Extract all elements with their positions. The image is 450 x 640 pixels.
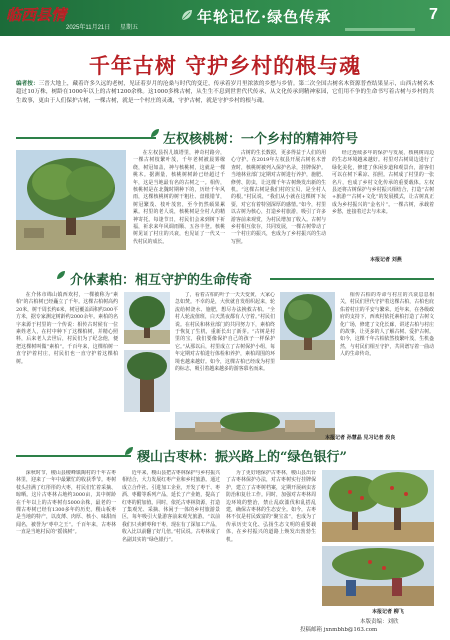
leaf-icon [56,270,66,280]
issue-weekday: 星期五 [120,25,139,31]
section-walnut-col3: 经过连续多年的保护与发展，核桃树周边的生态环境越来越好。村里对古树周边进行了绿化美化，修建了休闲步道和观景台，游客们可以在树下乘凉、拍照。古树成了村里的一张名片，也成了乡村文化传承的重要载体。左权县还将古树保护与乡村振兴相结合，打造“古树+旅游”“古树+文化”的发展模式，让古树真正成为乡村振兴的“金名片”。一棵古树，承载着乡愁，连接着过去与未来。 [332,150,434,216]
section-walnut-col2: 古树的生长数据，更多得益于人们的用心守护。在2019年左权县开展古树名木普查时，核桃树被列入保护名录，挂牌保护。当地林业部门定期对古树进行养护，施肥、修剪、防虫，让这棵千年古树焕发出新的生机。“这棵古树是我们村的宝贝，是全村人的根。”村民说，“我们从小就在这棵树下玩耍，对它有着特别深厚的感情。”如今，村里以古树为核心，打造乡村旅游，吸引了许多游客前来观赏，为村民增加了收入。古树与乡村相互依存，共同发展，一棵古树带动了一个村庄的振兴，也成为了乡村振兴的生动写照。 [231,150,326,245]
section-cypress-col3: 相传古柏的寿命与村庄的兴衰息息相关，村民们世代守护着这棵古柏，古柏也庇佑着村庄的平安与繁荣。近年来，在各级政府的支持下，西欢村依托素柏打造了古树文化广场，修建了文化长廊，讲述古柏与村庄的故事，让更多的人了解古树、爱护古树。如今，这棵千年古柏依然枝繁叶茂，生机盎然，与村民们相互守护，共同谱写着一曲动人的生命传奇。 [340,292,434,358]
section-jujube-col3: 为了更好地保护古枣林，稷山县出台了古枣林保护办法，对古枣树实行挂牌保护，建立了古枣树档案，定期开展病虫害防治和复壮工作。同时，加强对古枣林周边环境的整治，禁止乱砍滥伐和乱搭乱建，确保古枣林的生态安全。如今，古枣林不仅是村民致富的“聚宝盆”，也成为了传承历史文化、弘扬生态文明的重要载体，在乡村振兴的道路上焕发出勃勃生机。 [226,470,316,543]
editor-note-label: 编者按： [16,81,39,87]
footer-email: 投稿邮箱 jxnmbhb@163.com [300,627,378,633]
issue-date: 2025年11月21日 [66,25,111,31]
editor-note-text: 三晋大地上，藏着许多久远的老树，见证着岁月的沧桑与时代的变迁，传承着岁月里浓浓的乡愁与乡情。第二次全国古树名木资源普查结果显示，山西古树名木超过10万株，树龄在1000年以上的古树1200余株。这1000多株古树，从生生不息到世世代代传承，从文化传承到精神家园，它们用不争的生命书写着古树与乡村的共生故事，更由于人们保护古树，一棵古树，就是一个村庄的灵魂，守护古树，就是守护乡村的根与魂。 [16,81,434,104]
svg-text:临西县情: 临西县情 [6,6,67,24]
section-cypress-col2: 了，看着古柏的叶子一天天变黄，大家心急如焚。不幸的是，大伙就自发组织起来，轮流给树浇水、施肥，想尽办法挽救古柏。“全村人轮流值班，白天黑夜都有人守着。”村民们说。在村民和林业部门的共同努力下，素柏终于恢复了生机，重新长出了新芽。“古树是村里的宝，我们要像保护自己的孩子一样保护它。”从那以后，村里成立了古树保护小组，每年定期对古柏进行体检和养护，素柏周围的环境也越来越好。如今，这棵古柏已经成为村里的标志，吸引着越来越多的游客慕名而来。 [175,292,275,373]
section-jujube-col2: 近年来，稷山县把古枣林保护与乡村振兴相结合，大力发展红枣产业和乡村旅游。通过成立合作社、引进加工企业，开发了枣干、枣酒、枣醋等系列产品，延长了产业链，提高了红枣的附加值。同时，依托古枣林资源，打造了集观光、采摘、休闲于一体的乡村旅游景区，每年吸引大量游客前来观光旅游。“以前我们只卖鲜枣和干枣，现在有了深加工产品，收入比以前翻了好几倍。”村民说。古枣林成了名副其实的“绿色银行”。 [122,470,220,543]
page-footer [300,618,399,634]
photo-cypress-large [280,292,335,360]
byline-walnut: 本报记者 刘燕 [370,257,402,263]
byline-cypress: 本报记者 孙慧晶 见习记者 段良 [325,435,396,441]
leaf-icon [150,128,160,138]
section-rule [16,455,131,457]
section-walnut-col1: 在左权县拐儿镇塔里，神奇村路旁，一棵古树枝繁叶茂，千年老树被晨雾缭绕，树冠如盖，神与核桃树，这就是一棵桃木。据测量，核桃树树龄已经超过千年，这是当地最有名的古树之一。相传，核桃树是在北魏时期种下的，历经千年风雨，这棵核桃树的树干粗壮、盘根错节，树冠繁茂、枝叶茂密，至今仍然硕果累累。村里的老人说，核桃树是全村人的精神寄托。每逢节日，村民们会来到树下祈福，祈求来年风调雨顺、五谷丰登。核桃树见证了村庄的兴衰，也见证了一代又一代村民的成长。 [133,150,225,245]
photo-jujube-grove [322,470,434,542]
photo-jujube-harvest [322,546,434,606]
main-headline: 千年古树 守护乡村的根与魂 [88,53,362,78]
page-number: 7 [429,6,438,23]
photo-walnut-tree [16,150,126,250]
header-rule [345,28,415,31]
photo-cypress-village [175,412,335,440]
photo-cypress-small [124,292,170,344]
section-jujube-col1: 深秋时节，稷山县稷峰镇陶村的千年古枣林里，迎来了一年中最繁忙的收获季节。枣树枝头挂满了红彤彤的大枣，村民们忙着采摘、晾晒。这片古枣林占地约3000亩，其中树龄在千年以上的古枣树有5000余株，最老的一棵古枣树已经有1300多年的历史。稷山板枣是当地的特产，以皮薄、肉厚、核小、味甜而闻名，被誉为“枣中之王”。千百年来，古枣林一直是当地村民的“摇钱树”。 [16,470,116,536]
section-title-jujube: 稷山古枣林：振兴路上的“绿色银行” [137,450,347,465]
section-title-cypress: 介休素柏：相互守护的生命传奇 [70,273,253,288]
footer-editor: 本版责编：刘欣 [360,619,399,625]
byline-jujube: 本报记者 柳飞 [372,609,404,615]
editor-note [16,80,434,105]
leaf-icon [124,446,134,456]
photo-cypress-trunk [124,350,170,412]
section-cypress-col1: 在介休市绵山镇西欢村，一棵被称为“素柏”的古柏树已经矗立了千年。这棵古柏树高约20米，树干周长约6米，树冠覆盖面积约300平方米，据专家测定树龄约2000余年。素柏的名字来源于村里的一个传说：相传古时候有一位素姓老人，在村中种下了这棵柏树，并精心照料，后来老人去世后，村民们为了纪念他，便把这棵树叫做“素柏”。千百年来，这棵柏树一直守护着村庄，村民们也一直守护着这棵柏树。 [16,292,118,365]
leaf-icon [180,8,194,22]
column-title: 年轮记忆·绿色传承 [197,8,332,26]
section-rule [270,278,434,280]
section-title-walnut: 左权核桃树：一个乡村的精神符号 [163,132,359,147]
section-rule [16,137,156,139]
page-header-band [0,0,450,36]
